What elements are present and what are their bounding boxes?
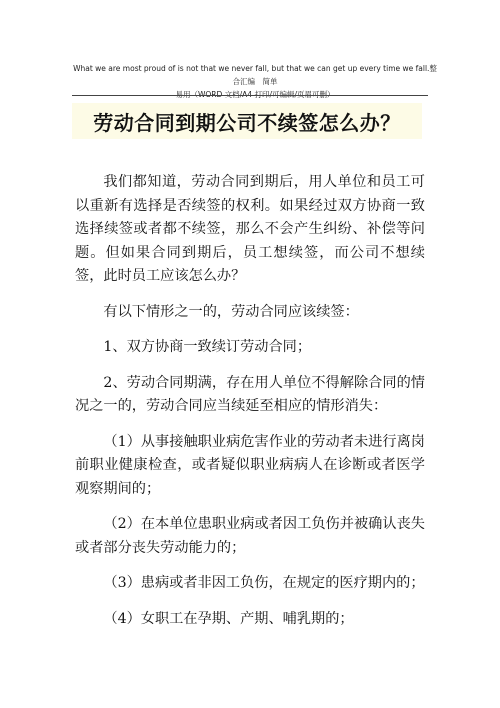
paragraph-item-1: 1、双方协商一致续订劳动合同； <box>103 339 312 355</box>
title-banner <box>72 103 422 139</box>
header-line-2: 易用（WORD 文档/A4 打印/可编辑/页眉可删） <box>175 90 335 99</box>
paragraph-item-2: 2、劳动合同期满，存在用人单位不得解除合同的情况之一的，劳动合同应当续延至相应的情形消失： <box>75 374 425 414</box>
paragraph-subitem-4: （4）女职工在孕期、产期、哺乳期的； <box>103 610 354 627</box>
document-title: 劳动合同到期公司不续签怎么办？ <box>93 110 401 135</box>
paragraph-subitem-3: （3）患病或者非因工负伤，在规定的医疗期内的； <box>103 575 425 591</box>
header-divider <box>72 95 428 96</box>
paragraph-subitem-1: （1）从事接触职业病危害作业的劳动者未进行离岗前职业健康检查，或者疑似职业病病人在诊断或者医学观察期间的； <box>75 433 425 497</box>
header-line-1: What we are most proud of is not that we never fall, but that we can get up every time we fall.整合汇编 简单 <box>73 64 437 86</box>
document-body <box>75 171 425 643</box>
paragraph-intro: 我们都知道，劳动合同到期后，用人单位和员工可以重新有选择是否续签的权利。如果经过双方协商一致选择续签或者都不续签，那么不会产生纠纷、补偿等问题。但如果合同到期后，员工想续签，而公司不想续签，此时员工应该怎么办？ <box>75 174 425 284</box>
paragraph-subitem-2: （2）在本单位患职业病或者因工负伤并被确认丧失或者部分丧失劳动能力的； <box>75 516 425 556</box>
paragraph-condition-lead: 有以下情形之一的，劳动合同应该续签： <box>103 303 359 320</box>
